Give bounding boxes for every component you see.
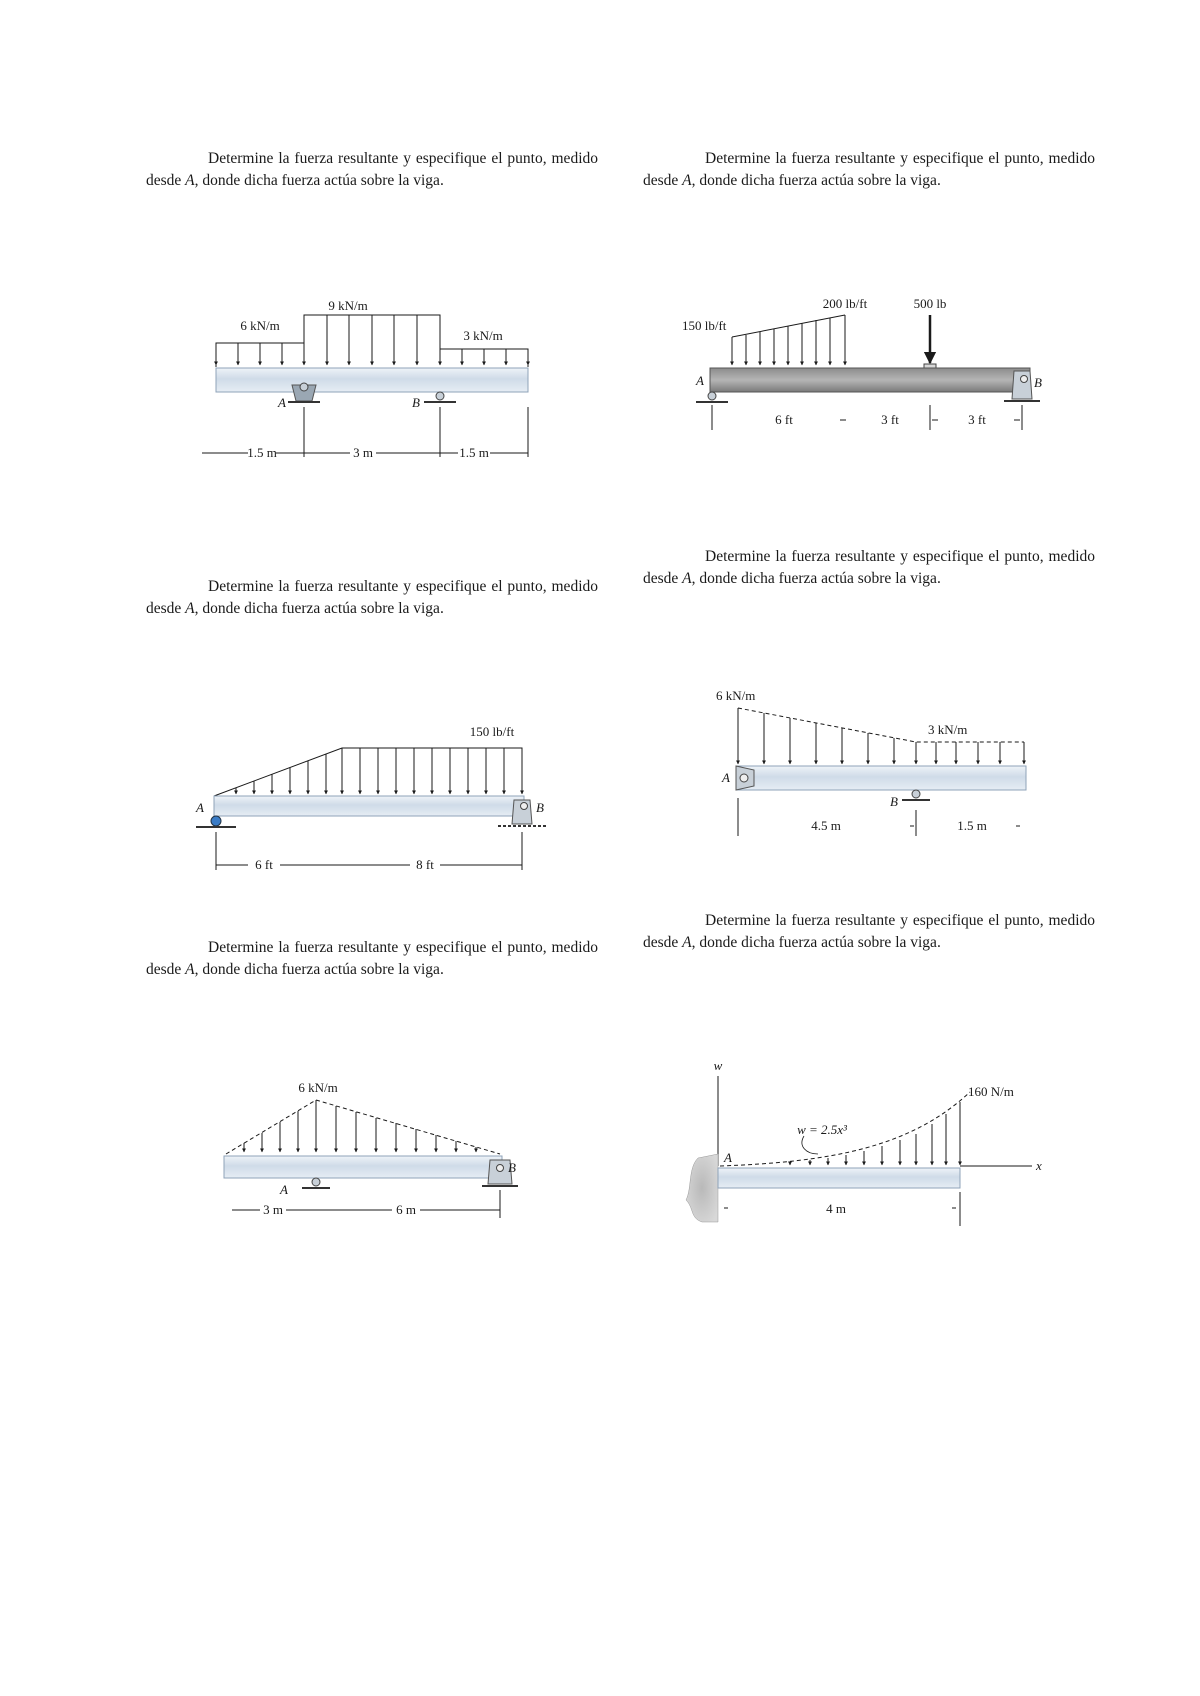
problem-1-text-before: Determine la fuerza resultante y especifique el punto, medido desde [146,150,598,189]
fig1-load-middle: 9 kN/m [328,298,368,313]
fig6-axis-w: w [713,1058,723,1073]
problem-2-statement [643,148,1095,192]
fig6-dim-1: 4 m [826,1201,846,1216]
fig4-load-end: 3 kN/m [928,722,968,737]
fig5-beam [224,1156,502,1178]
problem-2-text-after: , donde dicha fuerza actúa sobre la viga. [691,172,941,189]
fig5-label-b: B [508,1160,516,1175]
fig3-roller-support-a [196,816,236,827]
fig3-dim-2: 8 ft [416,857,434,872]
figure-6-beam-diagram [680,1058,1060,1238]
fig5-load-arrows [244,1100,476,1152]
problem-6-point: A [682,934,692,951]
fig6-equation-leader [802,1136,818,1154]
problem-3-point: A [185,600,195,617]
fig4-roller-support-b [902,790,930,800]
fig3-beam [214,796,524,816]
fig3-load-arrows [236,748,522,794]
fig1-dim-2: 3 m [353,445,373,460]
fig1-roller-support-b [424,392,456,402]
problem-5-text-after: , donde dicha fuerza actúa sobre la viga. [194,961,444,978]
fig6-load-end: 160 N/m [968,1084,1014,1099]
problem-6-text-before: Determine la fuerza resultante y especifique el punto, medido desde [643,912,1095,951]
fig2-beam [710,368,1030,392]
figure-3-beam-diagram [192,720,562,875]
fig6-beam [718,1168,960,1188]
fig4-beam [736,766,1026,790]
figure-2-beam-diagram [680,295,1060,445]
figure-4-beam-diagram [716,686,1046,851]
problem-4-statement [643,546,1095,590]
problem-1-point: A [185,172,195,189]
problem-3-statement [146,576,598,620]
fig2-dim-2: 3 ft [881,412,899,427]
problem-5-text-before: Determine la fuerza resultante y especifique el punto, medido desde [146,939,598,978]
fig1-dim-1: 1.5 m [247,445,277,460]
fig3-label-b: B [536,800,544,815]
fig2-roller-support-a [696,392,728,402]
problem-4-text-before: Determine la fuerza resultante y especifique el punto, medido desde [643,548,1095,587]
fig6-equation: w = 2.5x³ [797,1122,847,1137]
fig3-load-outline [214,748,522,796]
fig1-load-right: 3 kN/m [463,328,503,343]
fig4-label-b: B [890,794,898,809]
fig3-label-a: A [196,800,204,815]
fig3-load-max: 150 lb/ft [469,724,515,739]
fig1-label-a: A [278,395,286,410]
fig2-label-a: A [696,373,704,388]
fig5-dim-1: 3 m [263,1202,283,1217]
problem-2-point: A [682,172,692,189]
fig4-dim-2: 1.5 m [957,818,987,833]
fig1-load-left: 6 kN/m [240,318,280,333]
fig6-label-a: A [724,1150,732,1165]
fig2-dim-3: 3 ft [968,412,986,427]
fig4-pin-support-a [736,766,754,790]
problem-4-point: A [682,570,692,587]
fig2-load-end: 200 lb/ft [822,296,868,311]
fig5-load-outline [226,1100,500,1154]
fig5-load-peak: 6 kN/m [298,1080,338,1095]
problem-5-statement [146,937,598,981]
fig2-load-arrows [732,315,845,365]
fig5-dim-2: 6 m [396,1202,416,1217]
problem-2-text-before: Determine la fuerza resultante y especifique el punto, medido desde [643,150,1095,189]
figure-1-beam-diagram [200,295,540,475]
fig2-point-load-label: 500 lb [913,296,947,311]
fig2-label-b: B [1034,375,1042,390]
fig3-dim-1: 6 ft [255,857,273,872]
fig2-point-load-plate [924,364,936,368]
problem-6-statement [643,910,1095,954]
problem-6-text-after: , donde dicha fuerza actúa sobre la viga. [691,934,941,951]
figure-5-beam-diagram [220,1078,540,1223]
fig1-beam [216,368,528,392]
fig1-label-b: B [412,395,420,410]
problem-3-text-after: , donde dicha fuerza actúa sobre la viga. [194,600,444,617]
fig4-load-outline [738,708,1024,742]
fig1-dim-3: 1.5 m [459,445,489,460]
fig4-label-a: A [722,770,730,785]
fig5-label-a: A [280,1182,288,1197]
problem-3-text-before: Determine la fuerza resultante y especifique el punto, medido desde [146,578,598,617]
problem-5-point: A [185,961,195,978]
fig4-load-start: 6 kN/m [716,688,756,703]
problem-4-text-after: , donde dicha fuerza actúa sobre la viga. [691,570,941,587]
problem-1-text-after: , donde dicha fuerza actúa sobre la viga. [194,172,444,189]
fig6-axis-x: x [1036,1158,1042,1173]
fig2-load-start: 150 lb/ft [682,318,727,333]
fig5-roller-support-a [302,1178,330,1188]
fig4-dim-1: 4.5 m [811,818,841,833]
problem-1-statement [146,148,598,192]
fig6-fixed-wall [686,1154,718,1222]
fig2-dim-1: 6 ft [775,412,793,427]
